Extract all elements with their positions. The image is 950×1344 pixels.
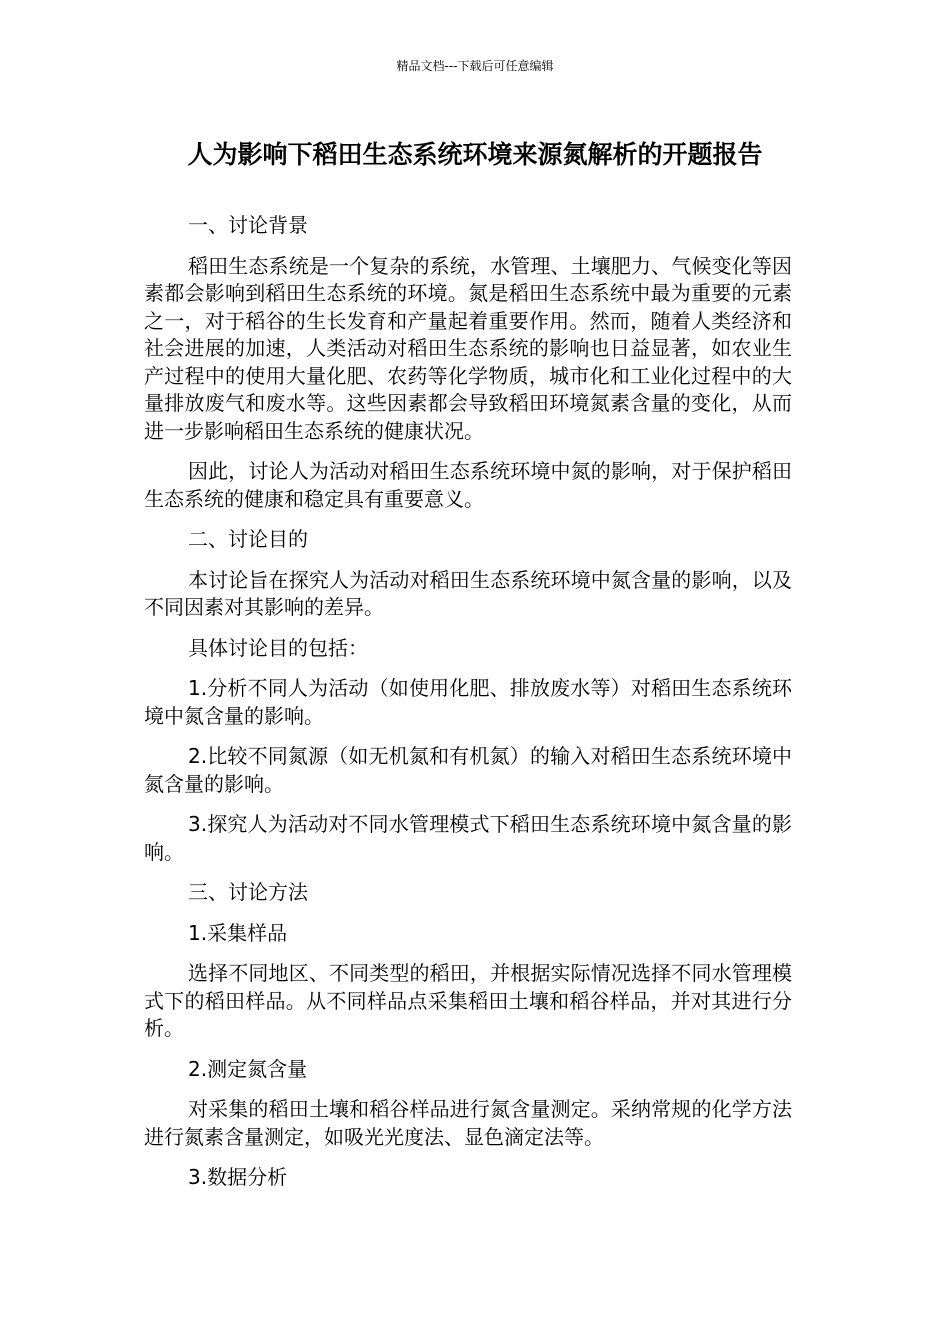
subheading-sampling: 1.采集样品 [188, 920, 288, 945]
list-item-purpose-1: 1.分析不同人为活动（如使用化肥、排放废水等）对稻田生态系统环境中氮含量的影响。 [144, 676, 792, 728]
paragraph-purpose-1: 本讨论旨在探究人为活动对稻田生态系统环境中氮含量的影响，以及不同因素对其影响的差异。 [144, 567, 792, 619]
page-header-note: 精品文档---下载后可任意编辑 [396, 59, 554, 73]
list-item-purpose-2: 2.比较不同氮源（如无机氮和有机氮）的输入对稻田生态系统环境中氮含量的影响。 [144, 744, 792, 796]
section-heading-methods: 三、讨论方法 [188, 880, 308, 904]
paragraph-background-2: 因此，讨论人为活动对稻田生态系统环境中氮的影响，对于保护稻田生态系统的健康和稳定具有重要意义。 [144, 459, 792, 511]
paragraph-purpose-2: 具体讨论目的包括： [188, 635, 368, 660]
list-item-purpose-3: 3.探究人为活动对不同水管理模式下稻田生态系统环境中氮含量的影响。 [144, 812, 792, 864]
section-heading-purpose: 二、讨论目的 [188, 527, 308, 551]
paragraph-background-1: 稻田生态系统是一个复杂的系统，水管理、土壤肥力、气候变化等因素都会影响到稻田生态系统的环境。氮是稻田生态系统中最为重要的元素之一，对于稻谷的生长发育和产量起着重要作用。然而，随着人类经济和社会进展的加速，人类活动对稻田生态系统的影响也日益显著，如农业生产过程中的使用大量化肥、农药等化学物质，城市化和工业化过程中的大量排放废气和废水等。这些因素都会导致稻田环境氮素含量的变化，从而进一步影响稻田生态系统的健康状况。 [144, 253, 792, 443]
paragraph-sampling: 选择不同地区、不同类型的稻田，并根据实际情况选择不同水管理模式下的稻田样品。从不同样品点采集稻田土壤和稻谷样品，并对其进行分析。 [144, 961, 792, 1040]
paragraph-nitrogen-measurement: 对采集的稻田土壤和稻谷样品进行氮含量测定。采纳常规的化学方法进行氮素含量测定，如吸光光度法、显色滴定法等。 [144, 1097, 792, 1149]
subheading-data-analysis: 3.数据分析 [188, 1165, 288, 1189]
document-title: 人为影响下稻田生态系统环境来源氮解析的开题报告 [187, 140, 763, 169]
subheading-nitrogen-measurement: 2.测定氮含量 [188, 1056, 308, 1081]
section-heading-background: 一、讨论背景 [188, 213, 308, 237]
document-body [144, 212, 792, 1205]
